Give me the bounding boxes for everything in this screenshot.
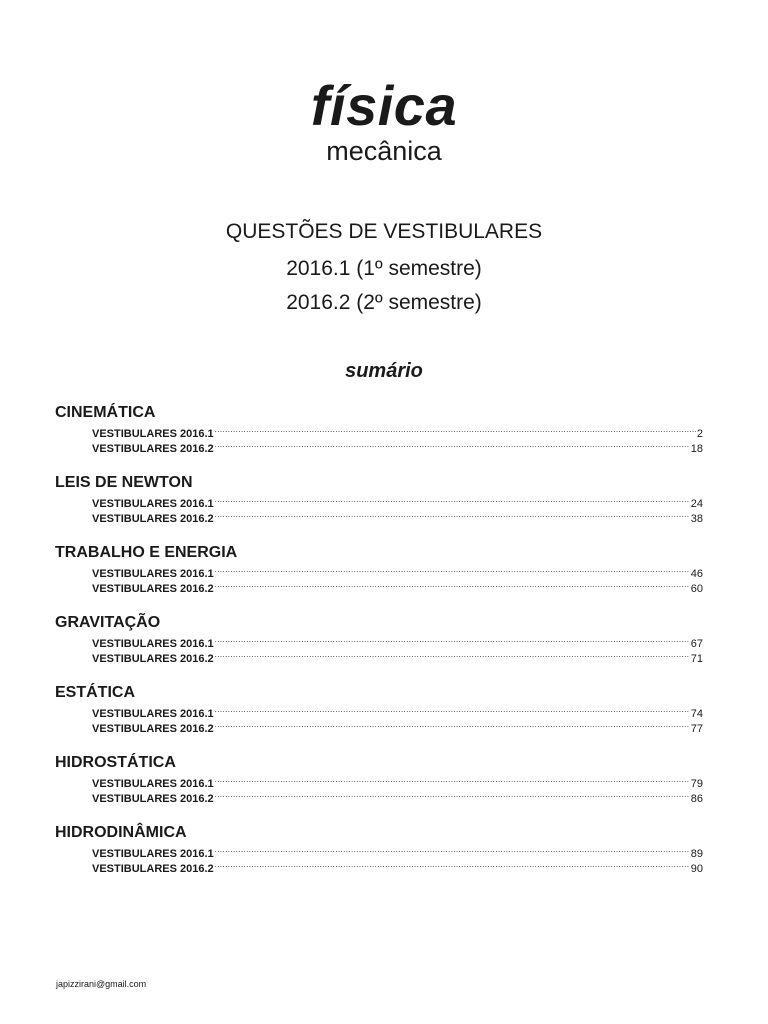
toc-entry-page: 38 (690, 513, 703, 525)
footer-email: japizzirani@gmail.com (56, 979, 147, 989)
toc-section-title: ESTÁTICA (55, 684, 135, 701)
toc-entry-page: 74 (690, 708, 703, 720)
toc-section (55, 613, 703, 683)
toc-entry-page: 86 (690, 793, 703, 805)
heading-line-2: 2016.1 (1º semestre) (286, 257, 482, 280)
toc-entry[interactable] (92, 492, 703, 510)
toc-entry[interactable] (92, 562, 703, 580)
dot-leader (215, 772, 690, 787)
toc-entry[interactable] (92, 632, 703, 650)
toc-entry-label: VESTIBULARES 2016.2 (92, 583, 214, 595)
summary-heading: sumário (345, 360, 423, 382)
toc-entry[interactable] (92, 842, 703, 860)
dot-leader (215, 507, 690, 522)
toc-entry-page: 71 (690, 653, 703, 665)
toc-entry-label: VESTIBULARES 2016.2 (92, 443, 214, 455)
toc-entry-page: 60 (690, 583, 703, 595)
heading-line-3: 2016.2 (2º semestre) (286, 291, 482, 314)
toc-entry[interactable] (92, 422, 703, 440)
toc-section-title: LEIS DE NEWTON (55, 474, 193, 491)
toc-entry-page: 18 (690, 443, 703, 455)
toc-entry-page: 67 (690, 638, 703, 650)
toc-entry-page: 79 (690, 778, 703, 790)
toc-entry-label: VESTIBULARES 2016.1 (92, 568, 214, 580)
toc-entry-label: VESTIBULARES 2016.1 (92, 778, 214, 790)
toc-section (55, 543, 703, 613)
toc-entry-label: VESTIBULARES 2016.2 (92, 863, 214, 875)
toc-entry-label: VESTIBULARES 2016.2 (92, 513, 214, 525)
table-of-contents (55, 403, 703, 893)
heading-line-1: QUESTÕES DE VESTIBULARES (225, 220, 543, 243)
toc-entry[interactable] (92, 772, 703, 790)
dot-leader (215, 437, 690, 452)
toc-section-title: CINEMÁTICA (55, 404, 156, 421)
toc-section-title: TRABALHO E ENERGIA (55, 544, 238, 561)
toc-section (55, 823, 703, 893)
toc-entry-page: 2 (696, 428, 703, 440)
toc-entry-page: 46 (690, 568, 703, 580)
dot-leader (215, 702, 690, 717)
toc-entry-label: VESTIBULARES 2016.1 (92, 708, 214, 720)
toc-entry-page: 77 (690, 723, 703, 735)
document-subtitle: mecânica (326, 136, 442, 166)
toc-entry-label: VESTIBULARES 2016.2 (92, 723, 214, 735)
toc-entry-page: 24 (690, 498, 703, 510)
dot-leader (215, 492, 690, 507)
dot-leader (215, 577, 690, 592)
toc-section (55, 753, 703, 823)
dot-leader (215, 717, 690, 732)
dot-leader (215, 632, 690, 647)
dot-leader (215, 857, 690, 872)
toc-section (55, 473, 703, 543)
toc-entry-label: VESTIBULARES 2016.1 (92, 498, 214, 510)
toc-entry-label: VESTIBULARES 2016.1 (92, 638, 214, 650)
dot-leader (215, 842, 690, 857)
document-title: física (310, 74, 458, 137)
dot-leader (215, 422, 696, 437)
toc-section-title: HIDRODINÂMICA (55, 824, 187, 841)
toc-section-title: HIDROSTÁTICA (55, 754, 176, 771)
toc-entry-label: VESTIBULARES 2016.2 (92, 793, 214, 805)
toc-section-title: GRAVITAÇÃO (55, 614, 161, 631)
dot-leader (215, 647, 690, 662)
toc-entry-page: 89 (690, 848, 703, 860)
dot-leader (215, 562, 690, 577)
toc-entry-label: VESTIBULARES 2016.1 (92, 848, 214, 860)
dot-leader (215, 787, 690, 802)
toc-entry-label: VESTIBULARES 2016.2 (92, 653, 214, 665)
toc-entry-page: 90 (690, 863, 703, 875)
toc-entry-label: VESTIBULARES 2016.1 (92, 428, 214, 440)
toc-section (55, 403, 703, 473)
toc-section (55, 683, 703, 753)
toc-entry[interactable] (92, 702, 703, 720)
